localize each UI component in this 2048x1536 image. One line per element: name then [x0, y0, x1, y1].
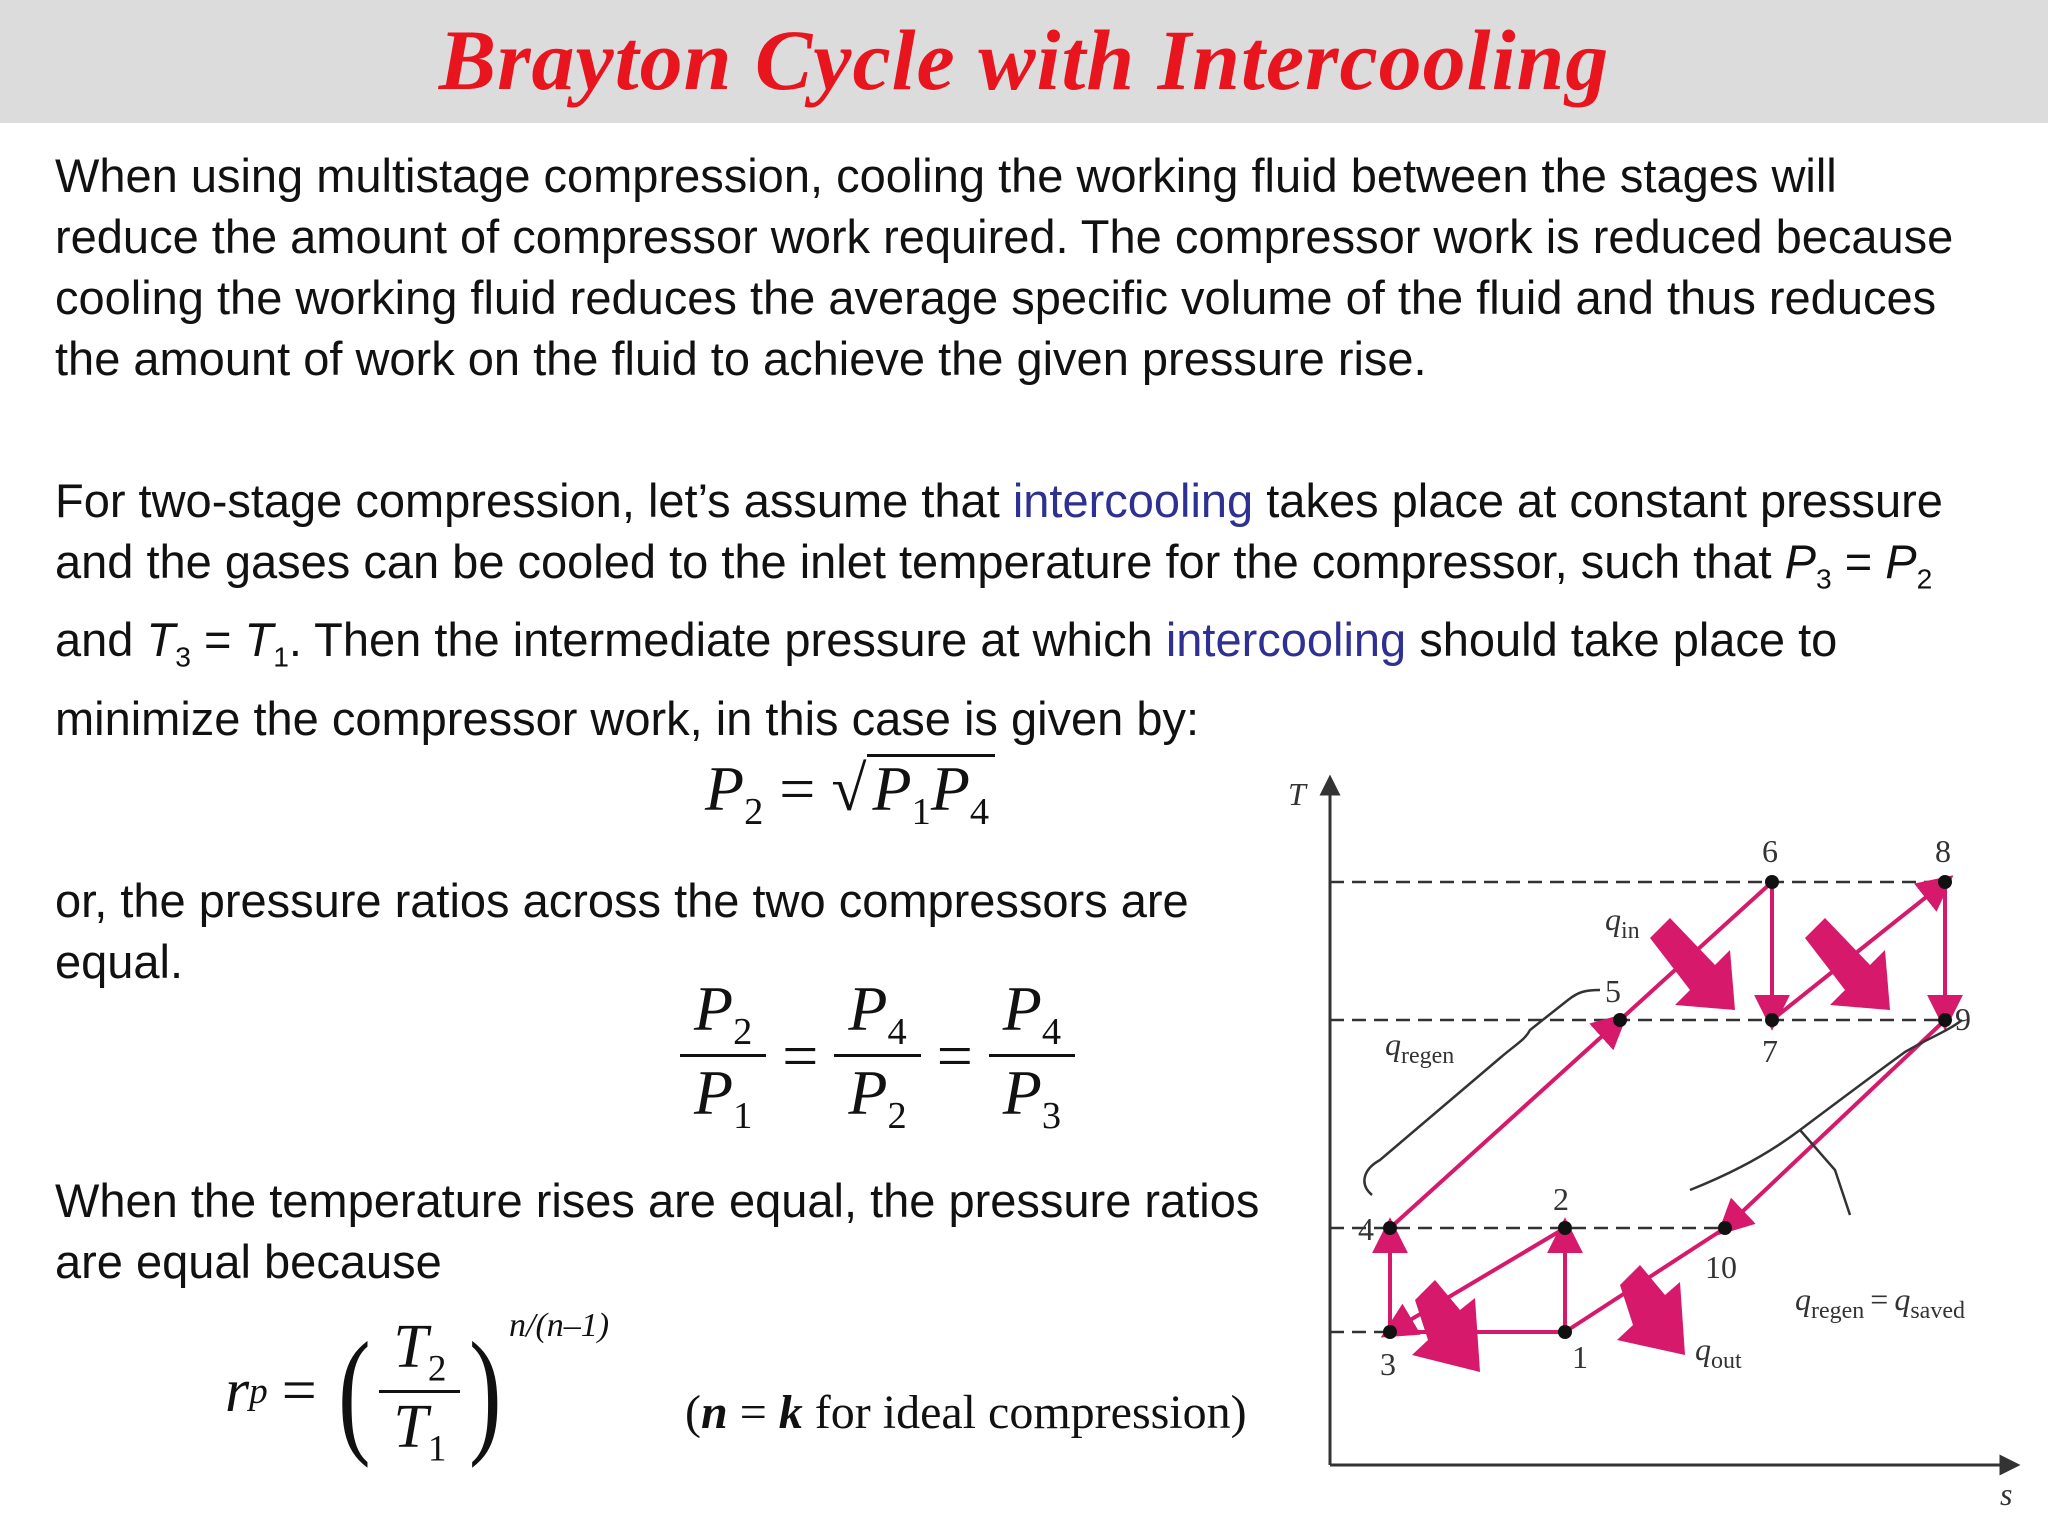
point-label-5: 5	[1605, 973, 1621, 1009]
regen-brace-right	[1690, 1020, 1962, 1190]
rp-equation: r p = ( $\frac{T_2}{T_1}$ ) n/(n–1)	[225, 1307, 610, 1470]
p2-text-1: For two-stage compression, let’s assume that	[55, 474, 1013, 527]
paragraph-multistage: When using multistage compression, cooling the working fluid between the stages will reduce the amount of compressor work required. The compressor work is reduced because cooling the working fluid reduces the average specific volume of the fluid and thus reduces the amount of work on the fluid to achieve the given pressure rise.	[55, 149, 1954, 385]
paragraph-pressure-ratios: or, the pressure ratios across the two compressors are equal.	[55, 874, 1189, 988]
condition-formula: $P_3 = P_2$ and $T_3 = T_1$	[55, 535, 1933, 673]
q-out-arrow-1	[1412, 1280, 1480, 1372]
point-label-8: 8	[1935, 833, 1951, 869]
q-in-arrow-2	[1805, 918, 1890, 1010]
p2-text-3: . Then the intermediate pressure at which	[288, 613, 1166, 667]
ideal-compression-note: (n = k for ideal compression)	[685, 1386, 1247, 1439]
q-in-arrow-1	[1650, 918, 1735, 1010]
q-regen-saved-label: $q_{regen} = q_{saved}$	[1795, 1281, 1965, 1324]
q-regen-label: $q_{regen}$	[1385, 1026, 1455, 1069]
pressure-ratio-equation: $\frac{P_2}{P_1}$ = $\frac{P_4}{P_2}$ = $\frac{P_4}{P_3}$	[670, 975, 1085, 1136]
p2-text-4: should take place to minimize the compressor work, in this case is given by:	[55, 613, 1838, 745]
q-out-arrow-2	[1617, 1265, 1685, 1355]
s-axis-label: s	[2000, 1476, 2013, 1512]
point-label-1: 1	[1572, 1339, 1588, 1375]
point-label-10: 10	[1705, 1249, 1737, 1285]
intercooling-link-1[interactable]: intercooling	[1012, 474, 1254, 527]
p2-text-2: takes place at constant pressure and the gases can be cooled to the inlet temperature for the compressor, such that	[55, 474, 1943, 588]
intercooling-link-2[interactable]: intercooling	[1165, 613, 1407, 667]
slide-title: Brayton Cycle with Intercooling	[438, 12, 1610, 108]
intermediate-pressure-equation: $P_2 = √P_1P_4$	[705, 752, 995, 834]
point-label-9: 9	[1955, 1001, 1971, 1037]
point-label-6: 6	[1762, 833, 1778, 869]
q-out-label: $q_{out}$	[1695, 1331, 1742, 1374]
point-label-3: 3	[1380, 1346, 1396, 1382]
point-label-4: 4	[1358, 1211, 1374, 1247]
point-label-2: 2	[1553, 1181, 1569, 1217]
t-axis-label: T	[1288, 776, 1306, 812]
regen-brace-right-tick	[1800, 1130, 1850, 1215]
point-label-7: 7	[1762, 1033, 1778, 1069]
paragraph-temperature-rises: When the temperature rises are equal, the pressure ratios are equal because	[55, 1174, 1260, 1288]
q-in-label: $q_{in}$	[1605, 901, 1640, 944]
